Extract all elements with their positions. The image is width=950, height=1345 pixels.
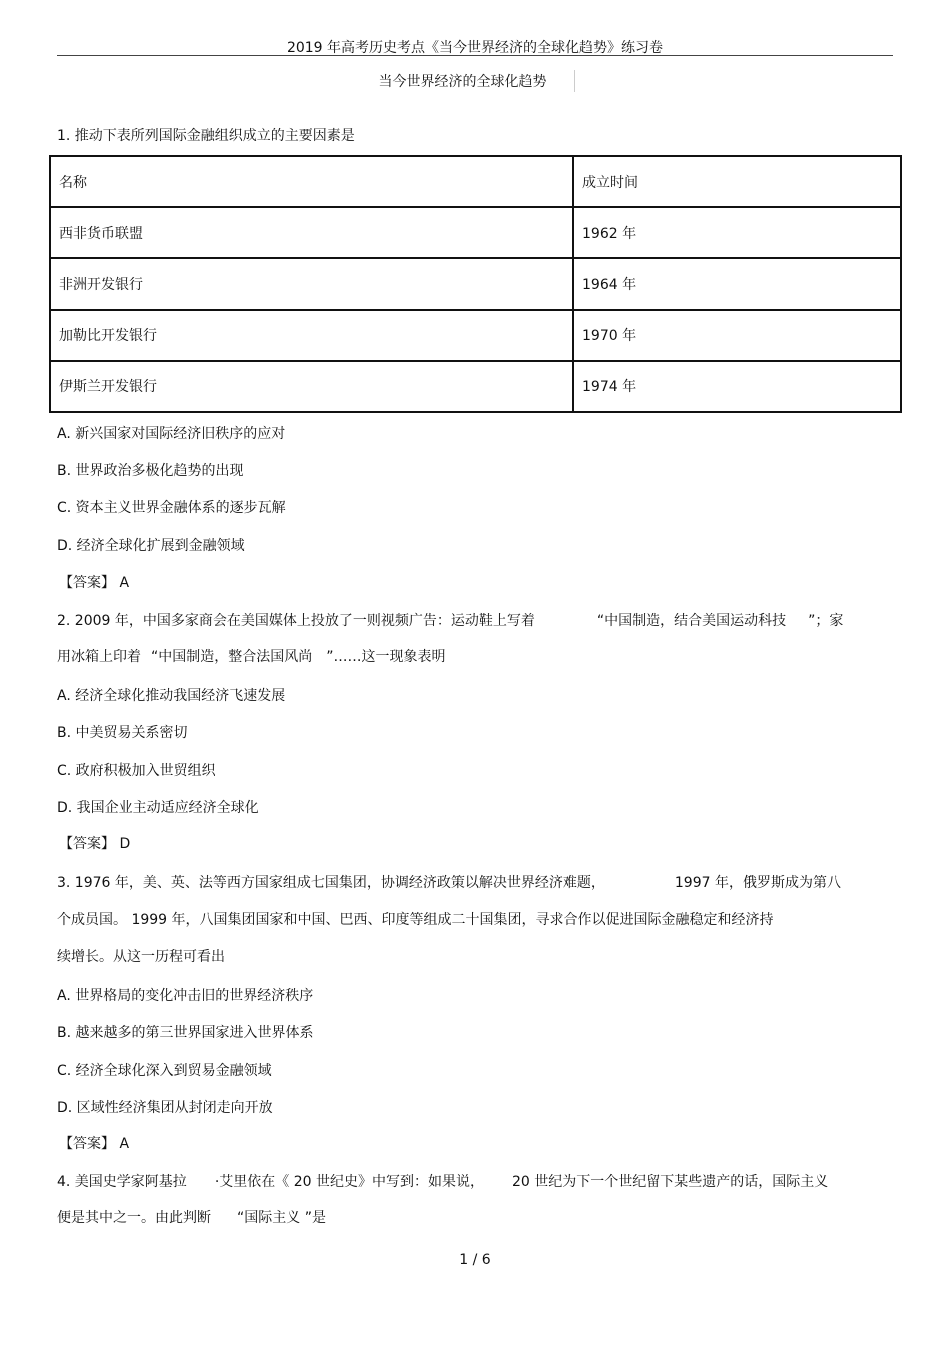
q3-answer: 【答案】 A — [59, 1136, 130, 1152]
table-header-cell: 名称 — [50, 156, 573, 207]
q3-stem-part: 1997 年，俄罗斯成为第八 — [674, 875, 841, 891]
page-header-title: 2019 年高考历史考点《当今世界经济的全球化趋势》练习卷 — [286, 40, 664, 56]
q2-answer: 【答案】 D — [59, 836, 131, 852]
document-subtitle: 当今世界经济的全球化趋势 — [378, 74, 547, 90]
q2-quote: “中国制造，结合美国运动科技 — [596, 613, 787, 629]
q1-option-d: D. 经济全球化扩展到金融领域 — [57, 538, 245, 554]
q2-option-b: B. 中美贸易关系密切 — [57, 725, 188, 741]
table-row — [50, 258, 901, 309]
q1-option-a: A. 新兴国家对国际经济旧秩序的应对 — [57, 426, 286, 442]
q2-option-c: C. 政府积极加入世贸组织 — [57, 763, 216, 779]
q2-quote: “中国制造，整合法国风尚 — [151, 649, 313, 665]
q3-stem-line-2: 个成员国。 1999 年，八国集团国家和中国、巴西、印度等组成二十国集团，寻求合作以促进国际金融稳定和经济持 — [57, 912, 774, 928]
table-cell: 伊斯兰开发银行 — [50, 361, 573, 412]
table-row — [50, 207, 901, 258]
table-header-cell: 成立时间 — [573, 156, 901, 207]
q4-stem-part: ·艾里依在《 20 世纪史》中写到：如果说， — [214, 1174, 484, 1190]
q1-option-c: C. 资本主义世界金融体系的逐步瓦解 — [57, 500, 286, 516]
q2-stem-part: ”……这一现象表明 — [326, 649, 446, 665]
q4-stem-part: 20 世纪为下一个世纪留下某些遗产的话，国际主义 — [511, 1174, 829, 1190]
table-cell: 1964 年 — [573, 258, 901, 309]
q4-stem-part: 便是其中之一。由此判断 — [57, 1210, 211, 1226]
q2-stem-part: ”；家 — [808, 613, 844, 629]
q4-stem-line-1 — [57, 1173, 828, 1191]
q2-stem-line-1 — [57, 612, 843, 630]
q2-option-a: A. 经济全球化推动我国经济飞速发展 — [57, 688, 286, 704]
table-cell: 加勒比开发银行 — [50, 310, 573, 361]
q3-option-b: B. 越来越多的第三世界国家进入世界体系 — [57, 1025, 314, 1041]
q1-answer: 【答案】 A — [59, 575, 130, 591]
header-divider — [57, 55, 893, 56]
table-header-row — [50, 156, 901, 207]
table-row — [50, 310, 901, 361]
q2-stem-part: 2. 2009 年，中国多家商会在美国媒体上投放了一则视频广告：运动鞋上写着 — [57, 613, 535, 629]
q3-option-c: C. 经济全球化深入到贸易金融领域 — [57, 1063, 272, 1079]
q3-option-d: D. 区域性经济集团从封闭走向开放 — [57, 1100, 273, 1116]
q1-stem: 1. 推动下表所列国际金融组织成立的主要因素是 — [57, 128, 355, 144]
q2-option-d: D. 我国企业主动适应经济全球化 — [57, 800, 259, 816]
q1-option-b: B. 世界政治多极化趋势的出现 — [57, 463, 244, 479]
q2-stem-part: 用冰箱上印着 — [57, 649, 141, 665]
q3-stem-line-1 — [57, 874, 841, 892]
q3-option-a: A. 世界格局的变化冲击旧的世界经济秩序 — [57, 988, 314, 1004]
q4-stem-part: 4. 美国史学家阿基拉 — [57, 1174, 187, 1190]
page-number: 1 / 6 — [459, 1252, 491, 1268]
q2-stem-line-2 — [57, 648, 446, 666]
table-cell: 1962 年 — [573, 207, 901, 258]
q3-stem-part: 3. 1976 年，美、英、法等西方国家组成七国集团，协调经济政策以解决世界经济难题， — [57, 875, 605, 891]
table-row — [50, 361, 901, 412]
q3-stem-line-3: 续增长。从这一历程可看出 — [57, 949, 225, 965]
q1-table — [49, 155, 902, 413]
table-cell: 1974 年 — [573, 361, 901, 412]
table-cell: 1970 年 — [573, 310, 901, 361]
table-cell: 西非货币联盟 — [50, 207, 573, 258]
text-cursor-mark — [574, 70, 575, 92]
q4-quote: “国际主义 ”是 — [237, 1210, 326, 1226]
q4-stem-line-2 — [57, 1209, 326, 1227]
table-cell: 非洲开发银行 — [50, 258, 573, 309]
